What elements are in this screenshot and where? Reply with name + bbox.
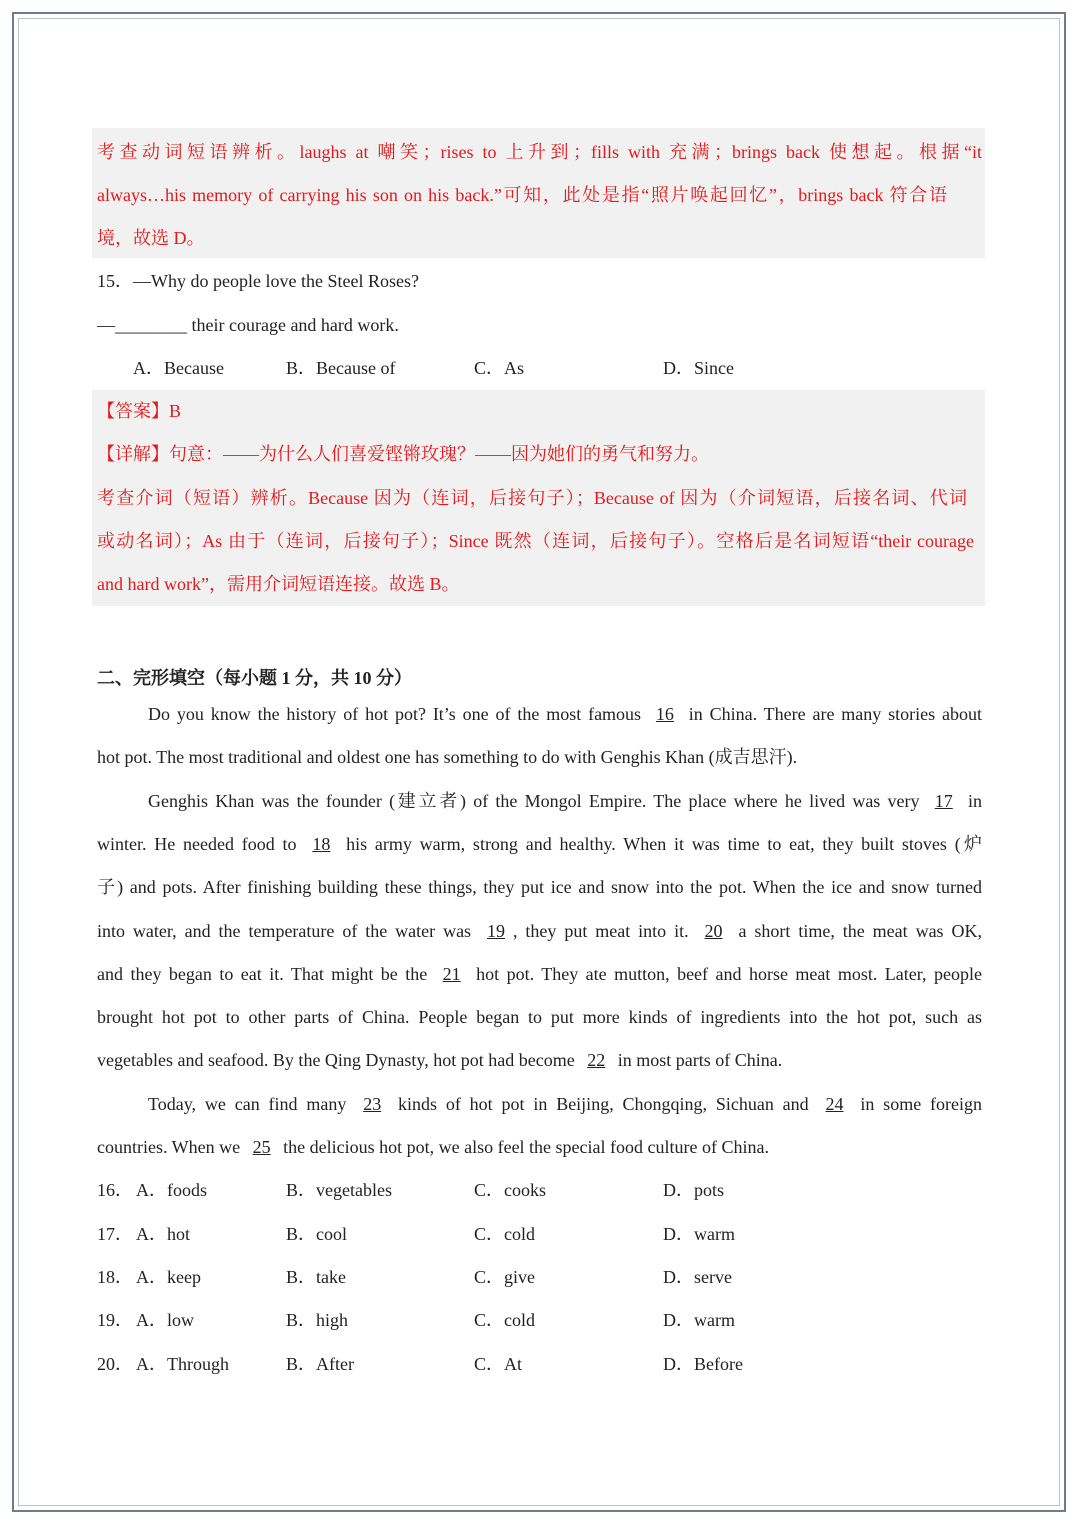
option-b: B．vegetables <box>286 1180 392 1200</box>
text-segment: in China. There are many stories about <box>681 704 982 724</box>
text-segment: Genghis Khan was the founder (建立者) of the Mongol Empire. The place where he lived was very <box>148 791 927 811</box>
blank-20: 20 <box>704 921 723 941</box>
option-c: C．cold <box>474 1310 535 1330</box>
section-heading: 二、完形填空（每小题 1 分，共 10 分） <box>97 668 412 688</box>
option-b: B．After <box>286 1354 354 1374</box>
text-segment: , they put meat into it. <box>513 921 697 941</box>
q15-option-d: D．Since <box>663 358 734 378</box>
passage-p2-line5 <box>97 962 982 986</box>
text-segment: in most parts of China. <box>613 1050 783 1070</box>
passage-p3-line2 <box>97 1135 769 1159</box>
option-b: B．cool <box>286 1224 347 1244</box>
text-segment: vegetables and seafood. By the Qing Dynasty, hot pot had become <box>97 1050 580 1070</box>
option-a: A．hot <box>136 1224 190 1244</box>
option-a: A．foods <box>136 1180 207 1200</box>
q15-option-b: B．Because of <box>286 358 396 378</box>
option-d: D．pots <box>663 1180 725 1200</box>
passage-p2-line4 <box>97 919 982 943</box>
option-d: D．warm <box>663 1224 735 1244</box>
text-segment: his army warm, strong and healthy. When it was time to eat, they built stoves (炉 <box>338 834 982 854</box>
option-row-number: 16． <box>97 1180 133 1200</box>
text-segment: the delicious hot pot, we also feel the special food culture of China. <box>278 1137 769 1157</box>
option-a: A．low <box>136 1310 194 1330</box>
option-row-number: 20． <box>97 1354 133 1374</box>
q15-question: 15．—Why do people love the Steel Roses? <box>97 271 419 291</box>
blank-25: 25 <box>252 1137 271 1157</box>
q15-explanation-line2: 或动名词）；As 由于（连词，后接句子）；Since 既然（连词，后接句子）。空格后是名词短语“their courage <box>97 531 974 551</box>
q15-explanation-line1: 考查介词（短语）辨析。Because 因为（连词，后接句子）；Because of 因为（介词短语，后接名词、代词 <box>97 488 967 508</box>
passage-p3-line1 <box>148 1092 982 1116</box>
text-segment: in some foreign <box>851 1094 982 1114</box>
option-d: D．Before <box>663 1354 743 1374</box>
passage-p1-line1 <box>148 702 982 726</box>
text-segment: hot pot. They ate mutton, beef and horse meat most. Later, people <box>468 964 982 984</box>
option-d: D．serve <box>663 1267 732 1287</box>
q15-detail: 【详解】句意：——为什么人们喜爱铿锵玫瑰？——因为她们的勇气和努力。 <box>97 444 709 464</box>
option-c: C．cold <box>474 1224 535 1244</box>
option-b: B．high <box>286 1310 349 1330</box>
text-segment: and they began to eat it. That might be the <box>97 964 435 984</box>
text-segment: countries. When we <box>97 1137 245 1157</box>
passage-p2-line6: brought hot pot to other parts of China. People began to put more kinds of ingredients into the hot pot, such as <box>97 1007 982 1027</box>
option-row-number: 18． <box>97 1267 133 1287</box>
passage-p2-line3: 子) and pots. After finishing building these things, they put ice and snow into the pot. When the ice and snow turned <box>97 877 982 897</box>
q15-option-a: A．Because <box>133 358 224 378</box>
q15-option-c: C．As <box>474 358 525 378</box>
blank-17: 17 <box>934 791 953 811</box>
text-segment: Today, we can find many <box>148 1094 356 1114</box>
passage-p1-line2: hot pot. The most traditional and oldest one has something to do with Genghis Khan (成吉思汗). <box>97 747 798 767</box>
option-c: C．At <box>474 1354 523 1374</box>
passage-p2-line1 <box>148 789 982 813</box>
blank-18: 18 <box>312 834 331 854</box>
option-b: B．take <box>286 1267 346 1287</box>
option-a: A．keep <box>136 1267 201 1287</box>
blank-19: 19 <box>487 921 505 941</box>
q15-answer: 【答案】B <box>97 401 182 421</box>
blank-22: 22 <box>587 1050 606 1070</box>
blank-23: 23 <box>363 1094 382 1114</box>
text-segment: Do you know the history of hot pot? It’s one of the most famous <box>148 704 648 724</box>
option-row-number: 17． <box>97 1224 133 1244</box>
q15-explanation-line3: and hard work”，需用介词短语连接。故选 B。 <box>97 574 460 594</box>
q14-explanation-line3: 境，故选 D。 <box>97 228 205 248</box>
blank-16: 16 <box>655 704 674 724</box>
option-c: C．give <box>474 1267 535 1287</box>
text-segment: into water, and the temperature of the water was <box>97 921 479 941</box>
option-row-number: 19． <box>97 1310 133 1330</box>
option-c: C．cooks <box>474 1180 546 1200</box>
q15-answer-line: —________ their courage and hard work. <box>97 315 399 335</box>
blank-24: 24 <box>825 1094 844 1114</box>
option-a: A．Through <box>136 1354 229 1374</box>
passage-p2-line7 <box>97 1048 782 1072</box>
text-segment: in <box>960 791 982 811</box>
q14-explanation-line1: 考查动词短语辨析。laughs at 嘲笑；rises to 上升到；fills with 充满；brings back 使想起。根据“it <box>97 142 982 162</box>
passage-p2-line2 <box>97 832 982 856</box>
text-segment: winter. He needed food to <box>97 834 305 854</box>
text-segment: kinds of hot pot in Beijing, Chongqing, Sichuan and <box>389 1094 818 1114</box>
option-d: D．warm <box>663 1310 735 1330</box>
q14-explanation-line2: always…his memory of carrying his son on his back.”可知，此处是指“照片唤起回忆”，brings back 符合语 <box>97 185 947 205</box>
text-segment: a short time, the meat was OK, <box>730 921 982 941</box>
blank-21: 21 <box>442 964 461 984</box>
